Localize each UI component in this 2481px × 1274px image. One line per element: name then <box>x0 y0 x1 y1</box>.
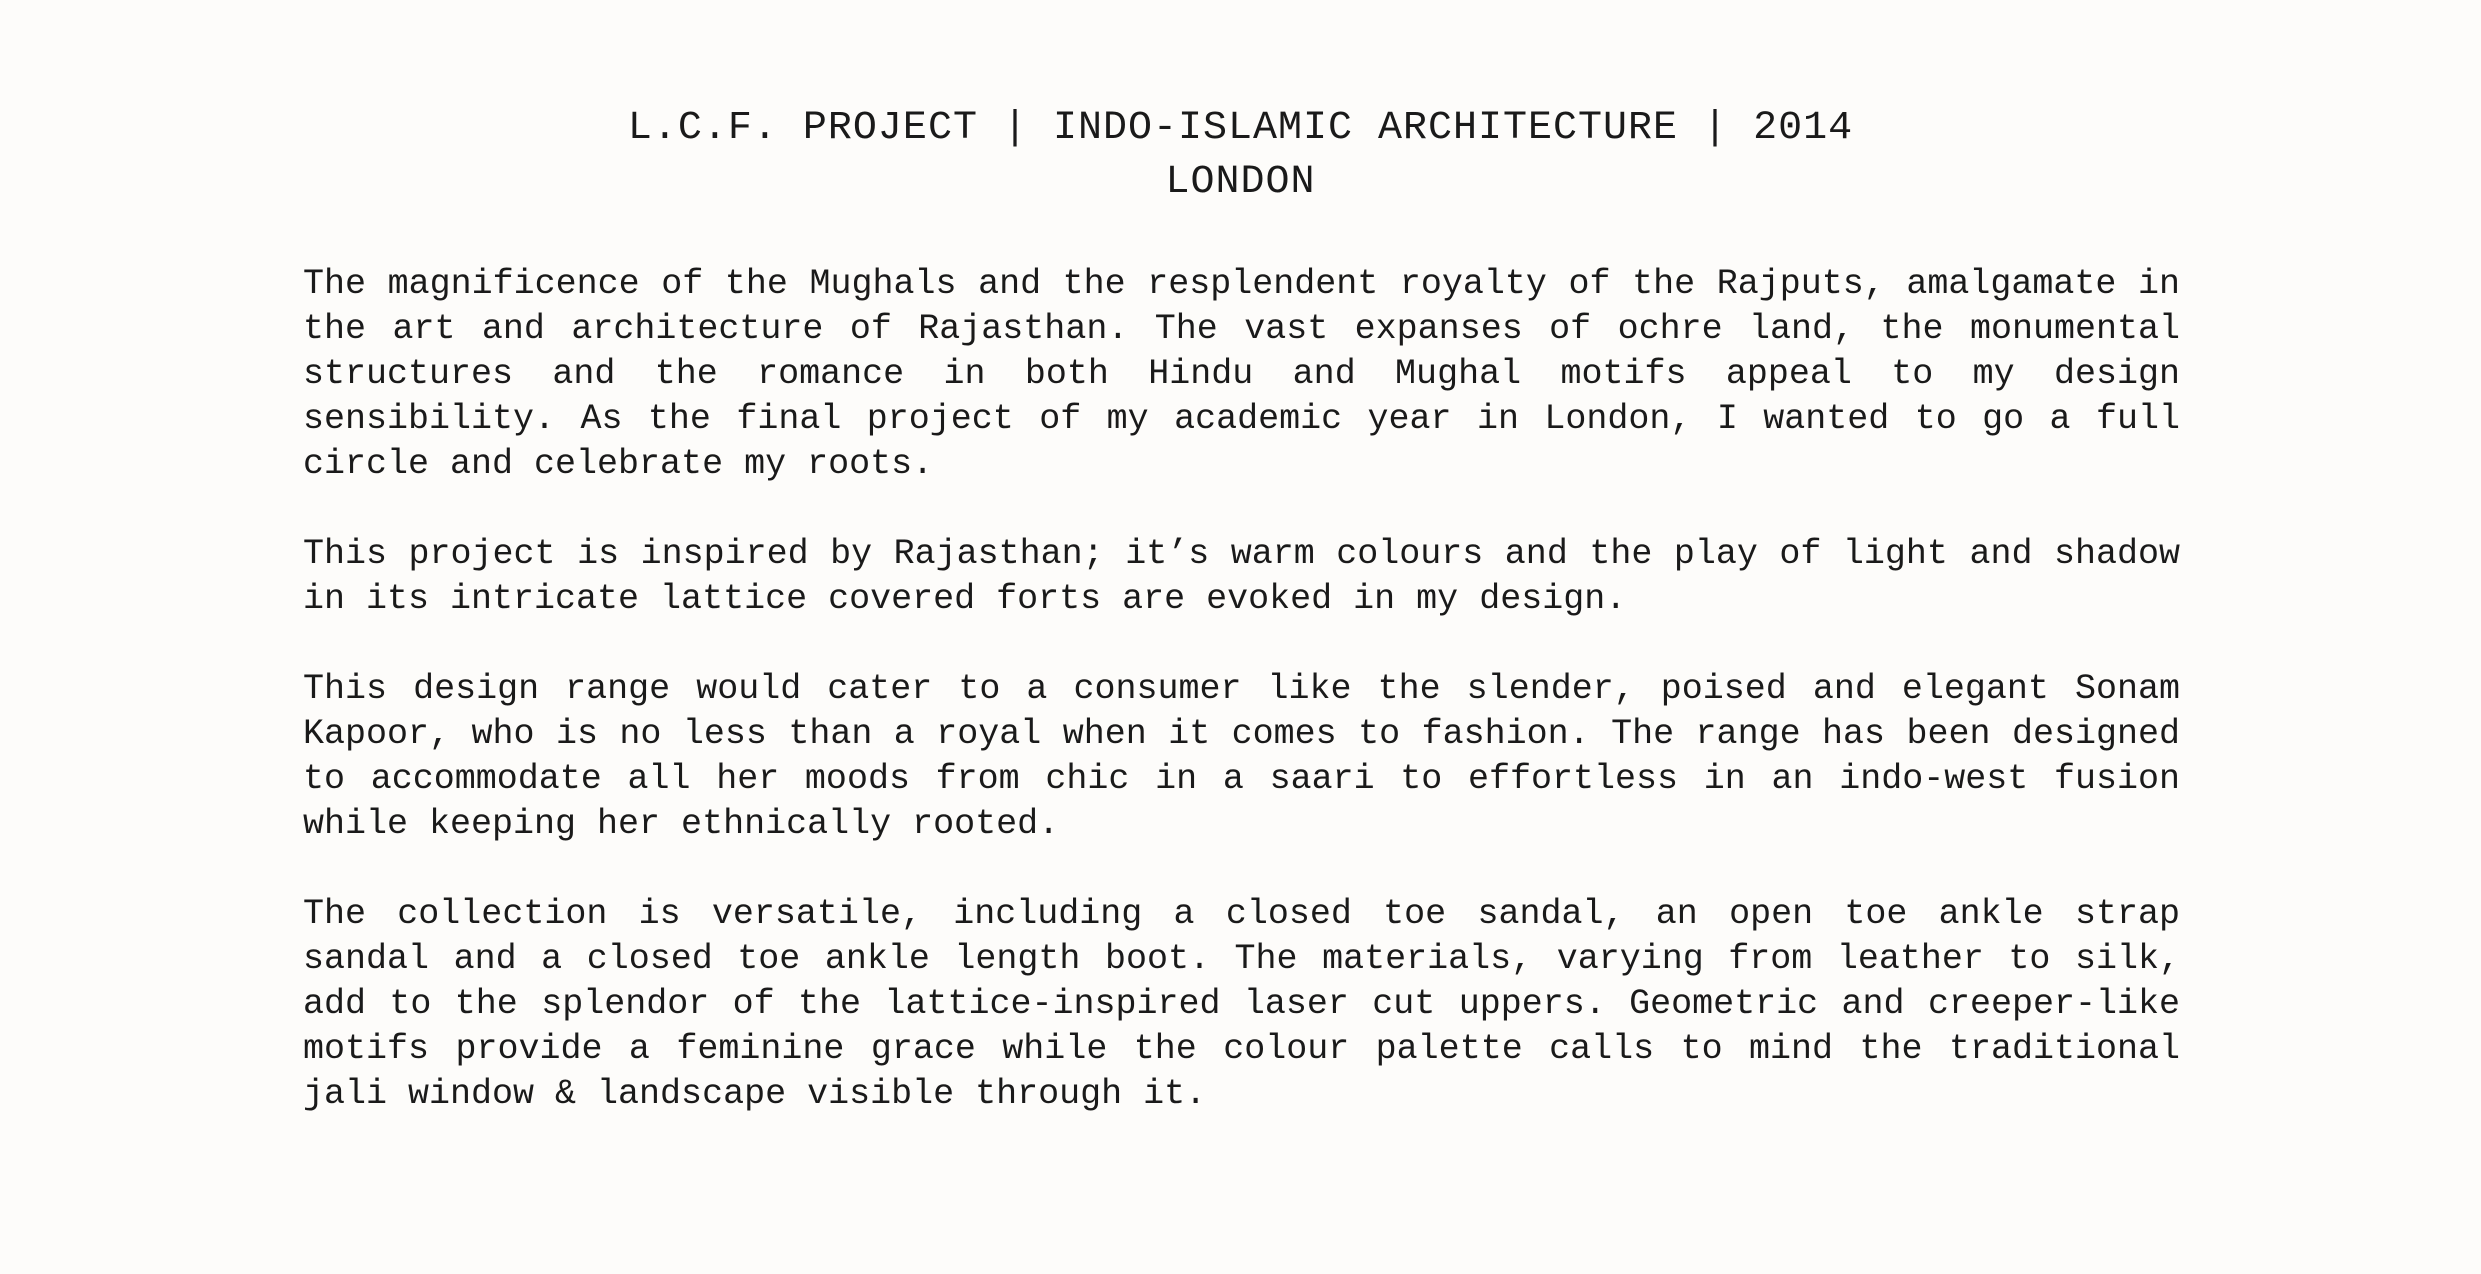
title-block <box>0 102 2481 210</box>
paragraph-collection: The collection is versatile, including a closed toe sandal, an open toe ankle strap sandal and a closed toe ankle length boot. The materials, varying from leather to silk, add to the splendor of the lattice-inspired laser cut uppers. Geometric and creeper-like motifs provide a feminine grace while the colour palette calls to mind the traditional jali window & landscape visible through it. <box>303 894 2180 1114</box>
paragraph-inspiration: This project is inspired by Rajasthan; it’s warm colours and the play of light and shadow in its intricate lattice covered forts are evoked in my design. <box>303 534 2180 619</box>
paragraph-consumer: This design range would cater to a consumer like the slender, poised and elegant Sonam Kapoor, who is no less than a royal when it comes to fashion. The range has been designed to accommodate all her moods from chic in a saari to effortless in an indo-west fusion while keeping her ethnically rooted. <box>303 669 2180 844</box>
body-text <box>303 262 2180 1162</box>
paragraph-intro: The magnificence of the Mughals and the resplendent royalty of the Rajputs, amalgamate in the art and architecture of Rajasthan. The vast expanses of ochre land, the monumental structures and the romance in both Hindu and Mughal motifs appeal to my design sensibility. As the final project of my academic year in London, I wanted to go a full circle and celebrate my roots. <box>303 264 2180 484</box>
page-subtitle-location: LONDON <box>1165 160 1316 205</box>
page-title: L.C.F. PROJECT | INDO-ISLAMIC ARCHITECTURE | 2014 <box>627 106 1854 151</box>
